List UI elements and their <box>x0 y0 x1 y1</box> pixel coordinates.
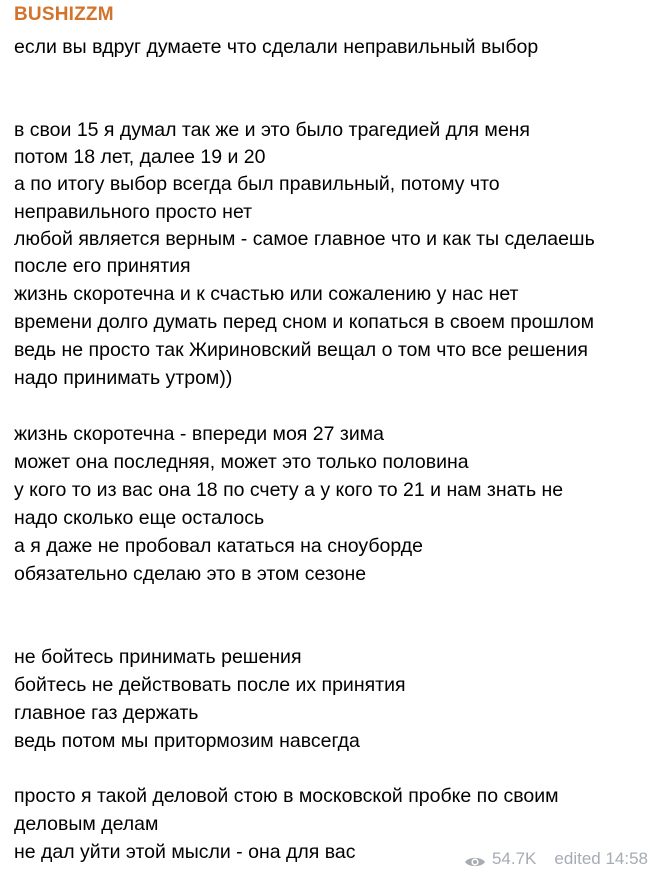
post-text-line: обязательно сделаю это в этом сезоне <box>14 563 367 585</box>
post-text-line: если вы вдруг думаете что сделали неправильный выбор <box>14 36 539 58</box>
post-text-line: ведь не просто так Жириновский вещал о том что все решения <box>14 339 588 361</box>
post-text-line: надо принимать утром)) <box>14 367 233 389</box>
post-text-line: просто я такой деловой стою в московской пробке по своим <box>14 785 559 807</box>
post-author[interactable]: BUSHIZZM <box>14 4 114 25</box>
post-text-line: после его принятия <box>14 255 191 277</box>
post-text-line: любой является верным - самое главное что и как ты сделаешь <box>14 228 595 250</box>
post-text-line: жизнь скоротечна и к счастью или сожалению у нас нет <box>14 283 519 305</box>
post-meta <box>464 847 648 871</box>
post-text-line: у кого то из вас она 18 по счету а у кого то 21 и нам знать не <box>14 479 564 501</box>
post-text-line: главное газ держать <box>14 702 199 724</box>
post-text-line: жизнь скоротечна - впереди моя 27 зима <box>14 423 384 445</box>
post-text-line: а по итогу выбор всегда был правильный, потому что <box>14 173 500 195</box>
post-text-line: надо сколько еще осталось <box>14 507 265 529</box>
post-text-line: в свои 15 я думал так же и это было трагедией для меня <box>14 119 530 141</box>
post-text-line: бойтесь не действовать после их принятия <box>14 674 406 696</box>
eye-icon <box>464 852 486 866</box>
post-text-line: потом 18 лет, далее 19 и 20 <box>14 146 266 168</box>
post-text-line: не бойтесь принимать решения <box>14 646 302 668</box>
post-text-line: а я даже не пробовал кататься на сноуборде <box>14 535 423 557</box>
post-text-line: деловым делам <box>14 813 159 835</box>
edited-timestamp: edited 14:58 <box>554 849 648 868</box>
post-text-line: может она последняя, может это только половина <box>14 451 469 473</box>
post-text-line: не дал уйти этой мысли - она для вас <box>14 841 356 863</box>
post-text-line: ведь потом мы притормозим навсегда <box>14 730 360 752</box>
view-count: 54.7K <box>491 849 537 868</box>
post-text-line: неправильного просто нет <box>14 201 253 223</box>
post-text-line: времени долго думать перед сном и копаться в своем прошлом <box>14 311 595 333</box>
